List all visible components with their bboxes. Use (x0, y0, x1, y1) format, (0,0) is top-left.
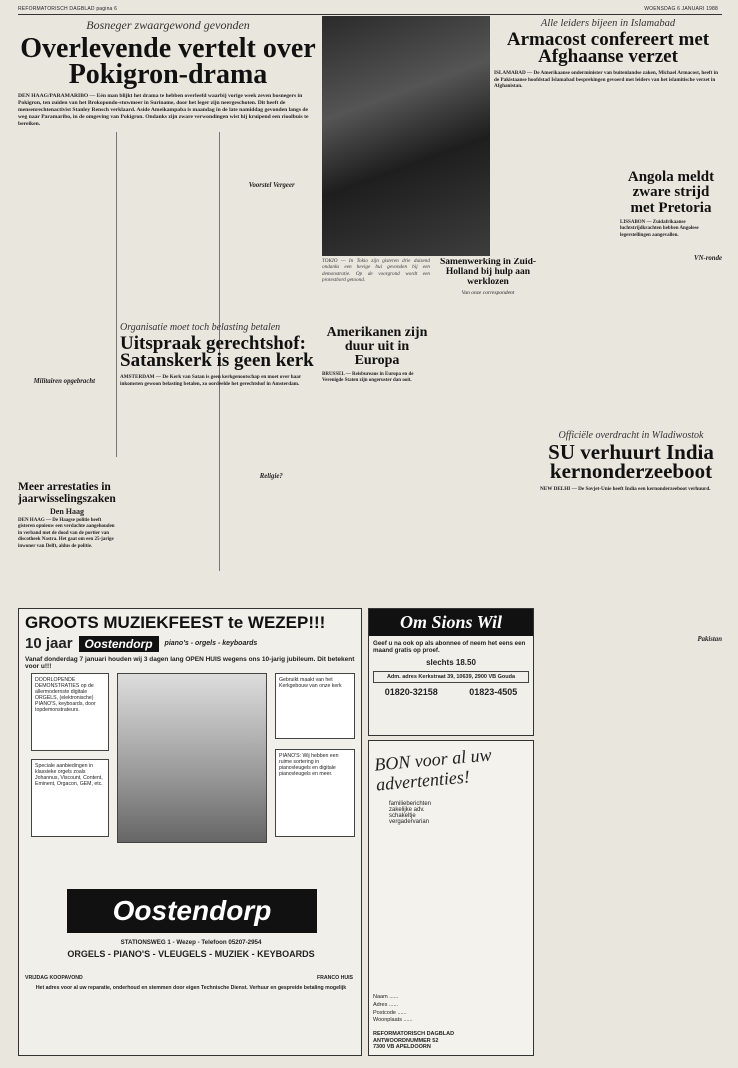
lead: DEN HAAG — De Haagse politie heeft gisteren opnieuw een verdachte aangehouden in verband met de dood van de portier van discotheek Nastra. Het gaat om een 25-jarige inwoner van Delft, aldus de politie. (18, 518, 115, 549)
body-text (18, 132, 111, 376)
lead: AMSTERDAM — De Kerk van Satan is geen kerkgenootschap en moet over haar inkomsten gewoon belasting betalen, zo oordeelde het gerechtshof in Amsterdam. (120, 373, 302, 387)
headline: Angola meldt zware strijd met Pretoria (627, 170, 715, 216)
ad-opt: vergadervarian (389, 818, 430, 825)
ad-addr: ANTWOORDNUMMER 52 (373, 1037, 439, 1044)
ad-slogan: Geef u na ook op als abonnee of neem het eens een maand gratis op proef. (373, 640, 526, 654)
ad-price: slechts 18.50 (426, 658, 476, 667)
ad-tagline: piano's - orgels - keyboards (164, 640, 258, 647)
ad-phone2: 01823-4505 (469, 687, 518, 697)
ad-box-pianos: PIANO'S: Wij hebben een ruime sortering in pianovleugels en digitale pianovleugels en meer. (275, 749, 355, 837)
ad-field: Naam ...... (373, 994, 399, 1001)
subheading: Voorstel Vergeer (248, 182, 295, 190)
ad-field: Adres ...... (373, 1001, 399, 1008)
body-text (225, 132, 318, 180)
ad-address: STATIONSWEG 1 - Wezep - Telefoon 05207-2954 (120, 939, 262, 946)
headline: Armacost confereert met Afghaanse verzet (506, 29, 710, 68)
ad-oostendorp (18, 608, 362, 1056)
headline: Overlevende vertelt over Pokigron-drama (20, 33, 316, 90)
lead: DEN HAAG/PARAMARIBO — Eén man blijkt het drama te hebben overleefd waarbij vorige week zeven bosnegers in Pokigron, ten zuiden van het Brokopondo-stuwmeer in Suriname, door het leger zijn neergeschoten. Dit heeft de mensenrechtenactivist Stanley Rensch verklaard. Aside Ameikampaba is maandag in de late namiddag gevonden langs de weg naar Paramaribo, in de omgeving van Pokigron. Ondanks zijn zware verwondingen wist hij kruipend een rioolbuis te bereiken. (18, 92, 309, 128)
lead: LISSABON — Zuidafrikaanse luchtstrijdkrachten hebben Angolese legerstellingen aangevallen. (620, 219, 699, 238)
body-text (120, 391, 214, 571)
ad-opt: schakeltje (389, 812, 416, 819)
headline: Samenwerking in Zuid-Holland bij hulp aan werklozen (439, 258, 537, 287)
headline: Amerikanen zijn duur uit in Europa (326, 326, 428, 368)
body-text (225, 391, 319, 471)
kicker: Organisatie moet toch belasting betalen (120, 322, 281, 333)
body-text (122, 132, 215, 282)
ad-bottom-brand-logo: Oostendorp (67, 889, 317, 933)
organ-image (117, 673, 267, 843)
subheading: Pakistan (697, 636, 722, 643)
ad-products: ORGELS - PIANO'S - VLEUGELS - MUZIEK - KEYBOARDS (67, 949, 315, 959)
kicker: Officiële overdracht in Wladiwostok (558, 430, 704, 441)
header-left: REFORMATORISCH DAGBLAD pagina 6 (18, 6, 118, 12)
lead: NEW DELHI — De Sovjet-Unie heeft India een kernonderzeeboot verhuurd. (540, 485, 711, 492)
ad-account: Adm. adres Kerkstraat 39, 10639, 2900 VB Gouda (373, 671, 529, 683)
article-amerikanen (322, 326, 432, 590)
article-angola (620, 170, 722, 320)
subheading: Den Haag (50, 507, 84, 516)
ad-jubilee: 10 jaar (25, 635, 73, 652)
ad-opt: zakelijke adv. (389, 806, 425, 813)
kicker: Bosneger zwaargewond gevonden (86, 18, 250, 32)
photo-caption: TOKIO — In Tokio zijn gisteren drie duizend ondanks een hevige bui gevonden bij een demonstratie. Op de voorgrond wordt een protestbord getoond. (322, 258, 430, 284)
article-arrestaties (18, 482, 116, 590)
ad-addr: REFORMATORISCH DAGBLAD (373, 1031, 455, 1038)
ad-phone: 01820-32158 (384, 687, 438, 697)
ad-box-demo: DOORLOPENDE DEMONSTRATIES op de allermodernste digitale ORGELS, (elektronische) PIANO'S, keyboards, door topdemonstrateurs. (31, 673, 109, 751)
ad-field: Postcode ...... (373, 1009, 407, 1016)
header-rule (18, 14, 722, 15)
ad-box-orgels: Speciale aanbiedingen in klassieke orgels zoals Johannus, Viscount, Content, Eminent, Orgacon, GEM, etc. (31, 759, 109, 837)
article-su-india (540, 430, 722, 600)
ad-intro: Vanaf donderdag 7 januari houden wij 3 dagen lang OPEN HUIS wegens ons 10-jarig jubileum. Dit betekent voor u!!! (25, 656, 355, 670)
lead: ISLAMABAD — De Amerikaanse onderminister van buitenlandse zaken, Michael Armacost, heeft in de Pakistaanse hoofdstad Islamabad besprekingen gevoerd met leiders van het islamitische verzet in Afghanistan. (494, 69, 718, 90)
ad-opt: familieberichten (389, 800, 432, 807)
ad-sig: VRIJDAG KOOPAVOND (25, 975, 83, 981)
ad-brand-logo: Oostendorp (79, 636, 159, 652)
ad-bon (368, 740, 534, 1056)
headline: SU verhuurt India kernonderzeeboot (548, 440, 714, 484)
ad-addr: 7300 VB APELDOORN (373, 1044, 431, 1051)
ad-brand: Om Sions Wil (369, 609, 533, 636)
ad-box-kerk: Gebruikt maakt van het Kerkgebouw van onze kerk (275, 673, 355, 739)
subheading: Militairen opgebracht (33, 378, 96, 386)
ad-title: BON voor al uw advertenties! (373, 744, 493, 795)
body-text (18, 387, 111, 457)
headline: Meer arrestaties in jaarwisselingszaken (18, 482, 116, 505)
ad-headline: GROOTS MUZIEKFEEST te WEZEP!!! (25, 613, 326, 632)
byline: Van onze correspondent (461, 289, 515, 296)
header-right: WOENSDAG 6 JANUARI 1988 (644, 6, 718, 12)
lead: BRUSSEL — Reisbureaus in Europa en de Verenigde Staten zijn ongeruster dan ooit. (322, 372, 414, 384)
news-photo (322, 16, 490, 256)
ad-foot: Het adres voor al uw reparatie, onderhoud en stemmen door eigen Technische Dienst. Verhuur en gespreide betaling mogelijk (35, 985, 347, 991)
headline: Uitspraak gerechtshof: Satanskerk is geen kerk (120, 333, 314, 372)
subheading: VN-ronde (694, 254, 722, 262)
ad-field: Woonplaats ...... (373, 1017, 413, 1024)
kicker: Alle leiders bijeen in Islamabad (540, 18, 676, 29)
page-header (18, 6, 718, 14)
subheading: Religie? (259, 473, 283, 481)
ad-sig2: FRANCO HUIS (316, 975, 353, 981)
ad-om-sions-wil (368, 608, 534, 736)
article-satanskerk (120, 322, 318, 590)
body-text (225, 482, 319, 571)
